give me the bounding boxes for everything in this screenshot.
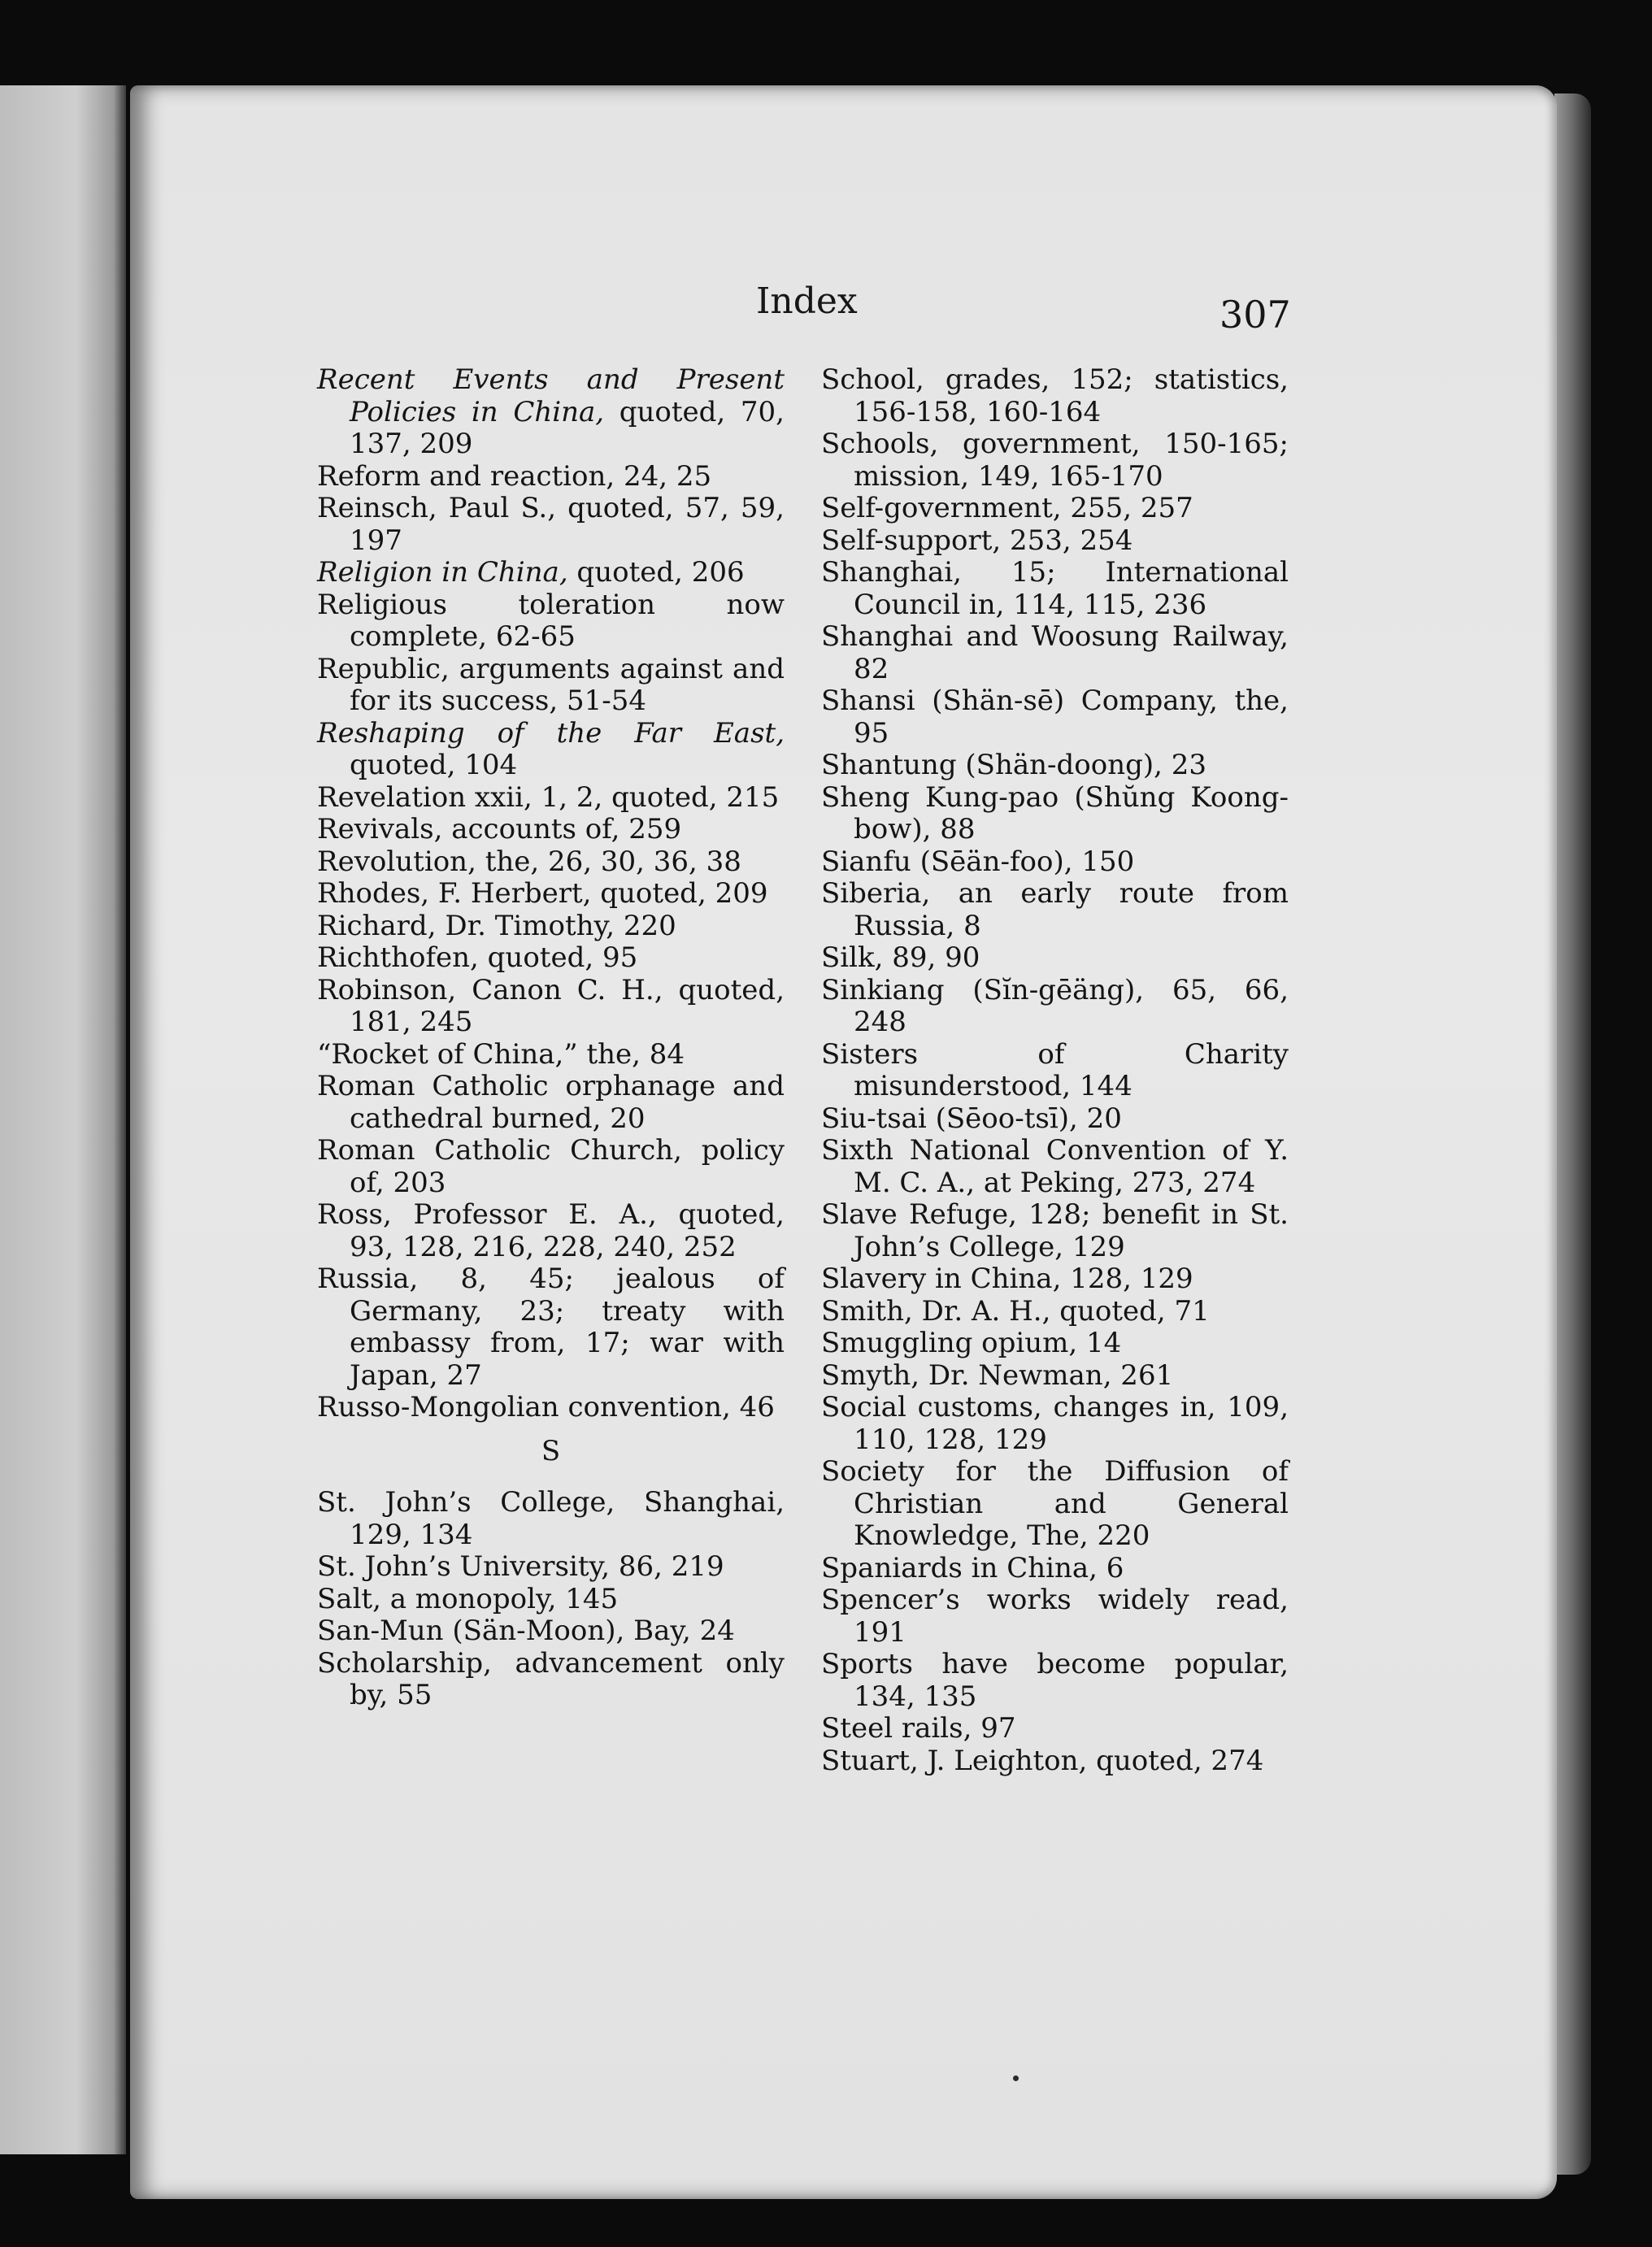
index-entry-text: Russo-Mongolian convention, 46 (317, 1391, 775, 1423)
index-entry-text: Sheng Kung-pao (Shŭng Koong-bow), 88 (821, 780, 1289, 845)
section-letter: S (541, 1434, 561, 1467)
index-entry (317, 878, 785, 911)
index-entry-text: Smith, Dr. A. H., quoted, 71 (821, 1294, 1210, 1328)
index-entry-text: Shanghai, 15; International Council in, 114, 115, 236 (821, 556, 1289, 621)
index-entry-text: Social customs, changes in, 109, 110, 128, 129 (821, 1391, 1289, 1456)
index-entry (317, 1551, 785, 1584)
left-entries-list (317, 364, 785, 1424)
index-entry-text: Self-government, 255, 257 (821, 492, 1193, 524)
index-entry-text: Robinson, Canon C. H., quoted, 181, 245 (317, 973, 785, 1038)
index-entry (821, 1103, 1289, 1136)
index-entry-text: Spencer’s works widely read, 191 (821, 1584, 1289, 1649)
index-entry-text: Self-support, 253, 254 (821, 524, 1133, 557)
index-entry-text: Steel rails, 97 (821, 1712, 1016, 1745)
index-entry (821, 1135, 1289, 1199)
right-entries-list (821, 364, 1289, 1777)
index-entry (821, 1039, 1289, 1103)
right-column (821, 364, 1289, 1777)
index-entry (317, 1584, 785, 1616)
index-entry-text: Salt, a monopoly, 145 (317, 1582, 619, 1615)
index-entry (821, 1649, 1289, 1713)
index-entry (821, 621, 1289, 685)
index-entry (317, 911, 785, 943)
index-entry (317, 1487, 785, 1551)
index-entry-text: Siberia, an early route from Russia, 8 (821, 877, 1289, 942)
index-entry (317, 1039, 785, 1071)
index-entry-text: Silk, 89, 90 (821, 941, 980, 974)
index-entry-text: Shansi (Shän-sē) Company, the, 95 (821, 685, 1289, 750)
index-entry (317, 461, 785, 493)
index-entry-text: Rhodes, F. Herbert, quoted, 209 (317, 877, 768, 910)
index-entry (821, 1263, 1289, 1296)
index-entry (821, 782, 1289, 846)
index-entry (317, 654, 785, 718)
index-entry (317, 782, 785, 815)
index-entry-text: School, grades, 152; statistics, 156-158, 160-164 (821, 363, 1289, 428)
index-entry-text: Revolution, the, 26, 30, 36, 38 (317, 845, 741, 878)
index-entry-text: quoted, 70, 137, 209 (350, 395, 785, 460)
index-entry (821, 1296, 1289, 1328)
index-entry-text: Roman Catholic orphanage and cathedral burned, 20 (317, 1070, 785, 1135)
index-entry (317, 1071, 785, 1135)
index-entry-text: St. John’s University, 86, 219 (317, 1550, 724, 1583)
index-entry-text: “Rocket of China,” the, 84 (317, 1037, 685, 1071)
index-entry (317, 1615, 785, 1648)
index-entry-text: Schools, government, 150-165; mission, 149, 165-170 (821, 428, 1289, 493)
index-entry-text: Russia, 8, 45; jealous of Germany, 23; treaty with embassy from, 17; war with Japan, 27 (317, 1263, 785, 1392)
index-entry-title: Reshaping of the Far East, (317, 716, 785, 750)
index-entry-text: Sinkiang (Sĭn-gēäng), 65, 66, 248 (821, 973, 1289, 1038)
index-entry-text: Scholarship, advancement only by, 55 (317, 1646, 785, 1711)
index-entry-text: Reform and reaction, 24, 25 (317, 459, 712, 493)
index-entry (821, 364, 1289, 428)
index-entry (821, 1745, 1289, 1778)
index-entry (821, 1713, 1289, 1745)
index-entry (821, 685, 1289, 750)
index-entry-text: Richthofen, quoted, 95 (317, 941, 638, 974)
index-entry-text: Slavery in China, 128, 129 (821, 1263, 1193, 1295)
index-entry (317, 975, 785, 1039)
index-entry (317, 1648, 785, 1712)
index-entry (821, 1584, 1289, 1649)
index-entry-text: Revivals, accounts of, 259 (317, 813, 682, 845)
index-entry (317, 814, 785, 846)
index-entry-title: Religion in China, (317, 556, 568, 589)
index-entry (317, 364, 785, 461)
index-entry (821, 846, 1289, 879)
index-entry-text: Society for the Diffusion of Christian and General Knowledge, The, 220 (821, 1455, 1289, 1552)
index-entry (821, 942, 1289, 975)
left-entries-after-list (317, 1487, 785, 1712)
page-stack-edge (1554, 93, 1591, 2175)
index-entry-text: Shantung (Shän-doong), 23 (821, 749, 1207, 781)
index-entry-text: Ross, Professor E. A., quoted, 93, 128, 216, 228, 240, 252 (317, 1198, 785, 1263)
index-entry-text: Richard, Dr. Timothy, 220 (317, 909, 676, 942)
index-entry (821, 878, 1289, 942)
index-entry-text: San-Mun (Sän-Moon), Bay, 24 (317, 1615, 735, 1647)
page-number: 307 (1219, 293, 1291, 337)
index-entry (317, 846, 785, 879)
index-entry-text: Reinsch, Paul S., quoted, 57, 59, 197 (317, 492, 785, 557)
index-entry (317, 942, 785, 975)
index-entry-text: Sisters of Charity misunderstood, 144 (821, 1037, 1289, 1102)
index-entry (821, 493, 1289, 525)
index-entry-text: Sports have become popular, 134, 135 (821, 1648, 1289, 1713)
index-entry-text: Roman Catholic Church, policy of, 203 (317, 1134, 785, 1199)
index-entry (821, 1328, 1289, 1360)
index-entry-text: quoted, 206 (567, 556, 745, 589)
left-page-edge (0, 85, 126, 2154)
index-entry (317, 557, 785, 589)
index-entry (317, 1135, 785, 1199)
index-entry-title: Recent Events and Present Policies in China, (317, 363, 785, 428)
index-entry (821, 1199, 1289, 1263)
index-entry-text: Religious toleration now complete, 62-65 (317, 588, 785, 653)
index-entry-text: Sixth National Convention of Y. M. C. A., at Peking, 273, 274 (821, 1134, 1289, 1199)
scan-speck (1013, 2075, 1019, 2081)
index-entry-text: Spaniards in China, 6 (821, 1551, 1124, 1584)
index-entry (821, 525, 1289, 558)
index-entry (821, 1392, 1289, 1456)
index-entry (821, 557, 1289, 621)
index-entry-text: Stuart, J. Leighton, quoted, 274 (821, 1744, 1264, 1777)
page-title: Index (756, 280, 858, 322)
index-entry (821, 1360, 1289, 1393)
index-entry (821, 750, 1289, 782)
index-entry (821, 975, 1289, 1039)
index-entry (317, 1263, 785, 1392)
index-entry-text: Smyth, Dr. Newman, 261 (821, 1358, 1174, 1392)
index-entry (821, 1456, 1289, 1553)
index-entry-text: Slave Refuge, 128; benefit in St. John’s College, 129 (821, 1198, 1289, 1263)
index-entry-text: quoted, 104 (350, 749, 518, 781)
index-entry (317, 493, 785, 557)
index-entry-text: Shanghai and Woosung Railway, 82 (821, 620, 1289, 685)
index-entry-text: Republic, arguments against and for its success, 51-54 (317, 652, 785, 717)
left-column (317, 364, 785, 1712)
index-entry (317, 1392, 785, 1424)
index-entry-text: Smuggling opium, 14 (821, 1327, 1122, 1359)
index-entry (317, 1199, 785, 1263)
index-entry (821, 428, 1289, 493)
index-entry-text: Siu-tsai (Sēoo-tsī), 20 (821, 1102, 1122, 1135)
index-entry (317, 718, 785, 782)
index-entry (821, 1553, 1289, 1585)
index-entry-text: Sianfu (Sēän-foo), 150 (821, 845, 1135, 878)
index-entry-text: St. John’s College, Shanghai, 129, 134 (317, 1486, 785, 1551)
index-entry-text: Revelation xxii, 1, 2, quoted, 215 (317, 780, 780, 814)
index-entry (317, 589, 785, 654)
